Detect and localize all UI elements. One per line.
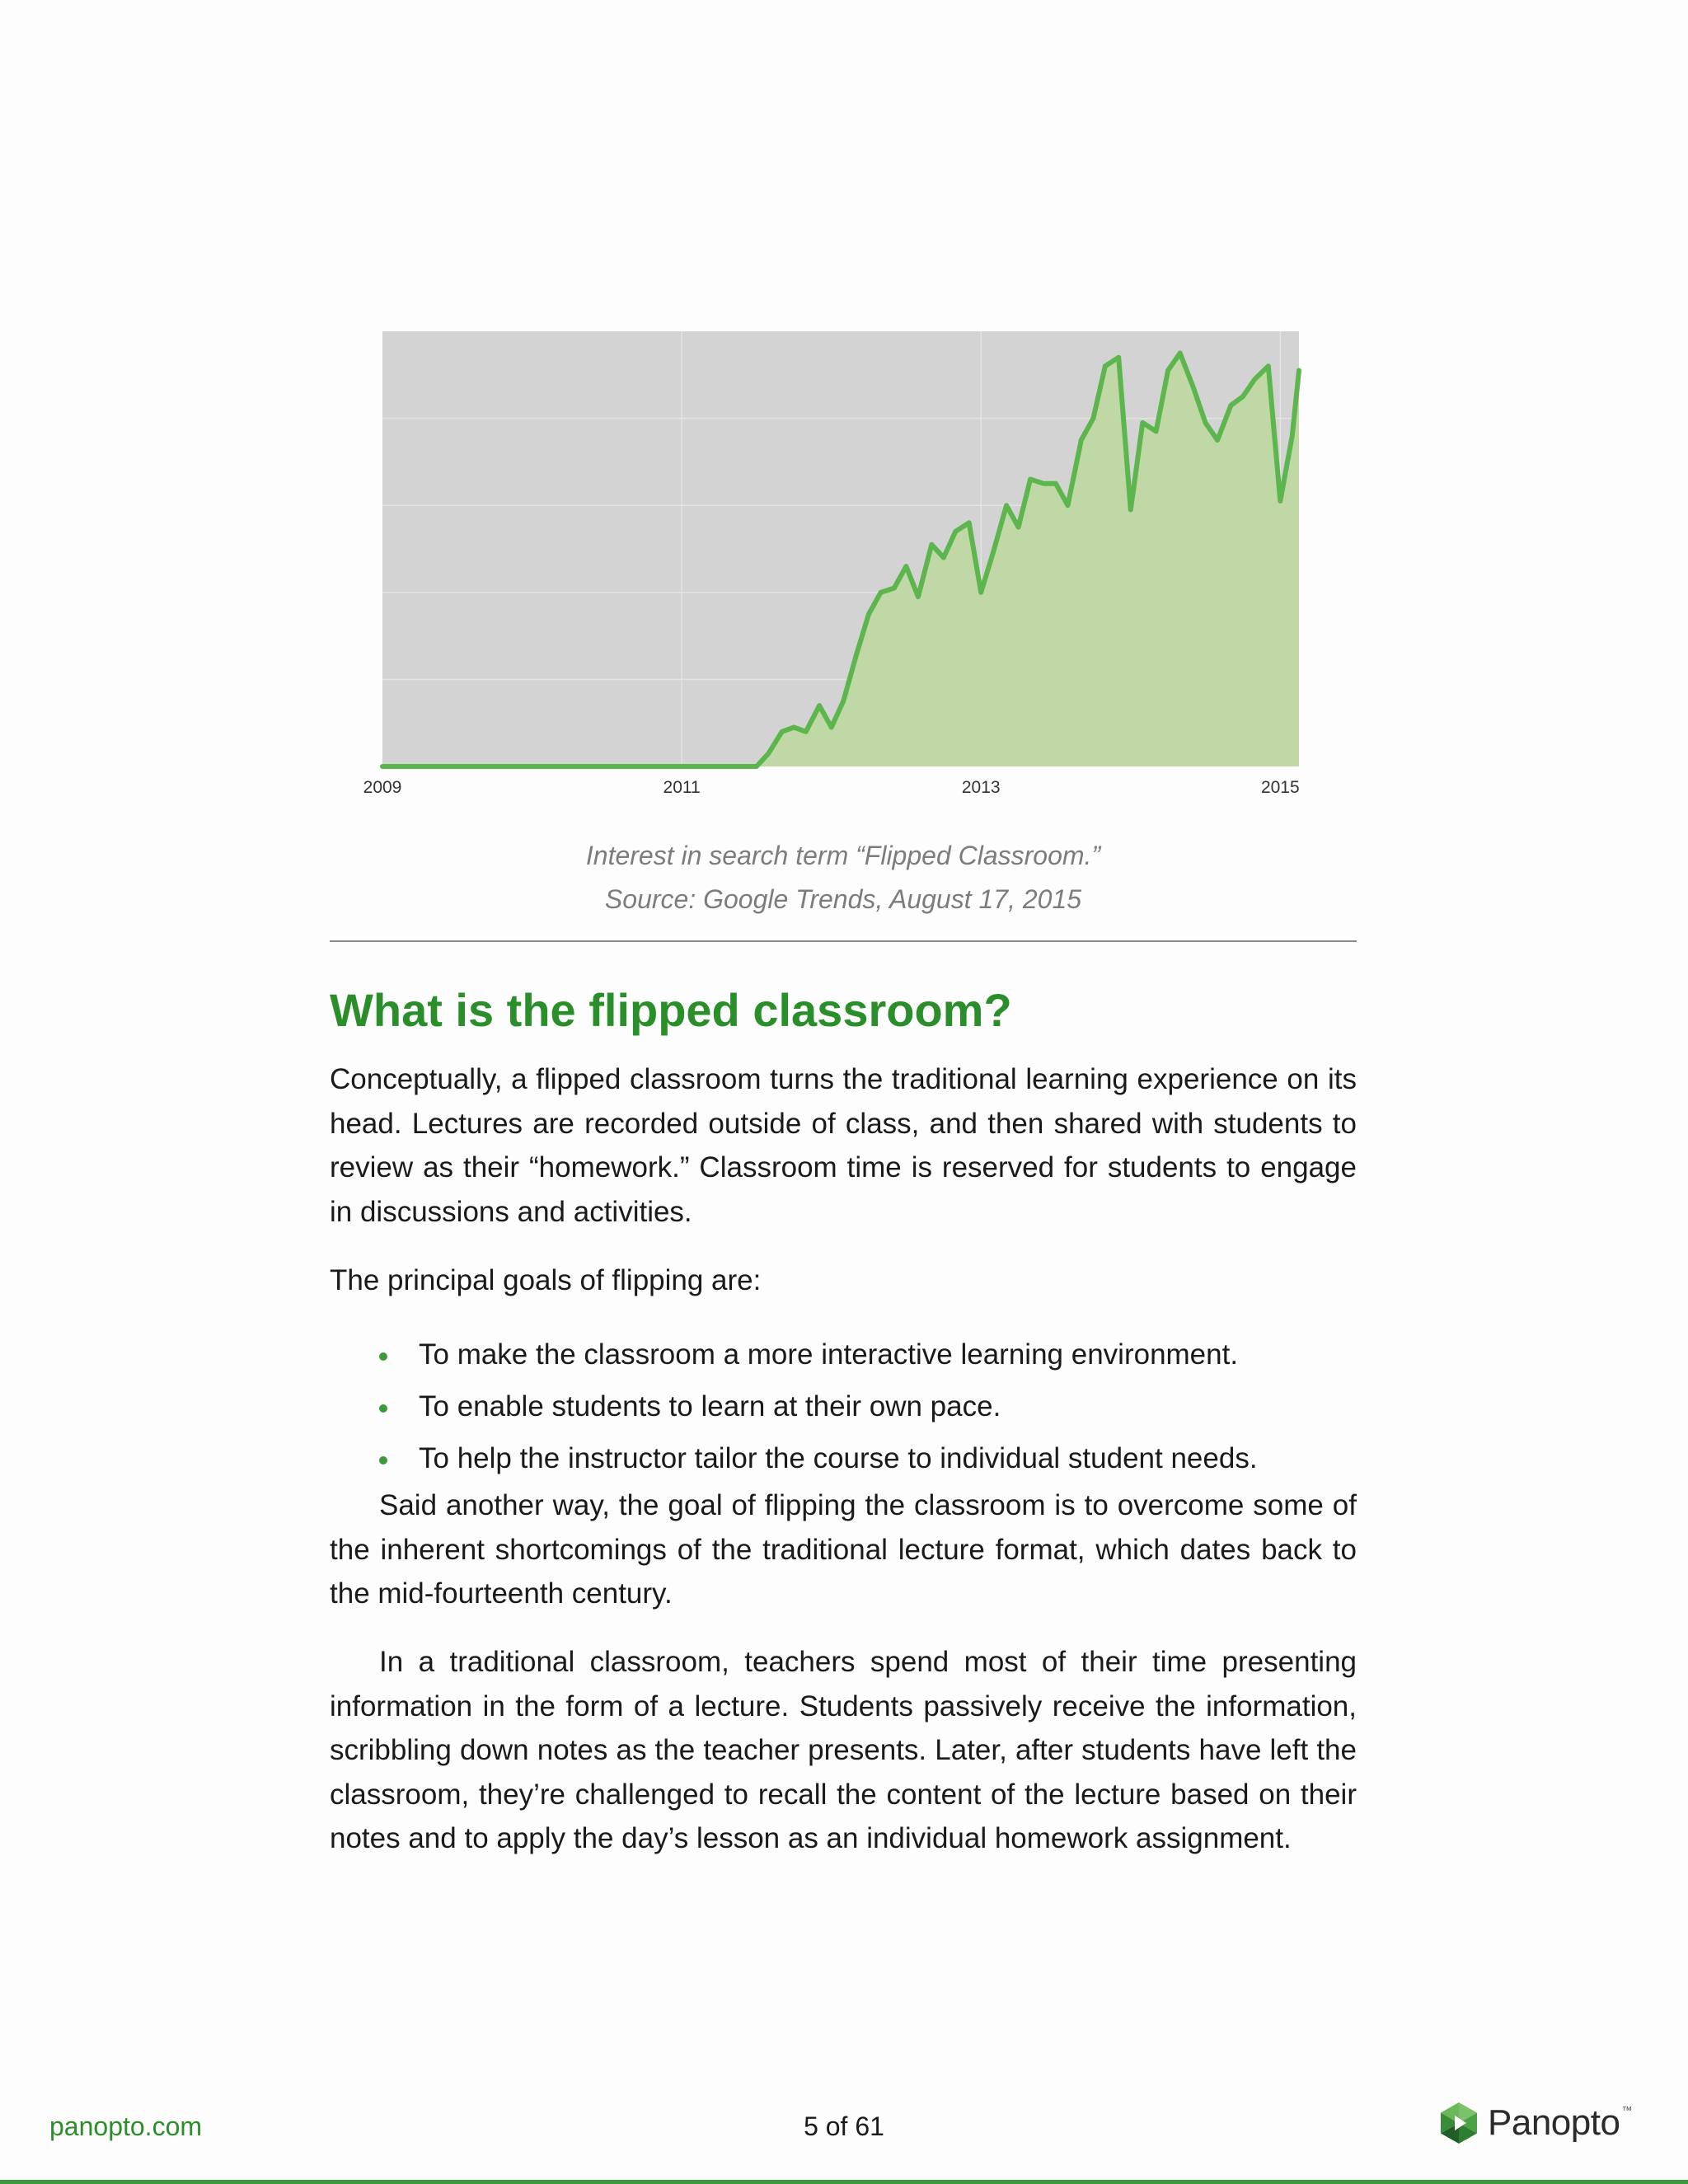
list-item (330, 1380, 1357, 1432)
x-tick-label: 2009 (363, 778, 402, 797)
paragraph-goals-lead (330, 1258, 1357, 1303)
paragraph-text: In a traditional classroom, teachers spend most of their time presenting information in the form of a lecture. Students passively receive the information, scribbling down notes as the teacher presents. Later, after students have left the classroom, they’re challenged to recall the content of the lecture based on their notes and to apply the day’s lesson as an individual homework assignment. (330, 1646, 1357, 1854)
section-divider (330, 940, 1357, 942)
trademark-symbol: ™ (1621, 2104, 1632, 2116)
footer-accent-bar (0, 2180, 1688, 2184)
list-item (330, 1432, 1357, 1484)
panopto-logo-text (1488, 2102, 1632, 2143)
trend-chart (346, 321, 1335, 808)
list-item-text: To make the classroom a more interactive learning environment. (419, 1338, 1239, 1371)
bullet-icon (379, 1352, 387, 1361)
paragraph-text: Said another way, the goal of flipping the classroom is to overcome some of the inherent shortcomings of the traditional lecture format, which dates back to the mid-fourteenth century. (330, 1489, 1357, 1610)
panopto-logo-icon (1438, 2102, 1479, 2144)
list-item-text: To enable students to learn at their own pace. (419, 1390, 1001, 1422)
x-tick-label: 2013 (961, 778, 1001, 797)
logo-wordmark: Panopto (1488, 2102, 1620, 2143)
bullet-icon (379, 1404, 387, 1413)
paragraph-text: Conceptually, a flipped classroom turns the traditional learning experience on its head. Lectures are recorded outside of class, and then shared with students to review as their “homework.” Classroom time is reserved for students to engage in discussions and activities. (330, 1063, 1357, 1228)
page-number: 5 of 61 (804, 2111, 884, 2141)
x-tick-label: 2015 (1260, 778, 1300, 797)
footer-website-link[interactable]: panopto.com (49, 2111, 203, 2141)
paragraph-intro (330, 1057, 1357, 1234)
goals-list (330, 1329, 1357, 1484)
section-heading: What is the flipped classroom? (330, 984, 1012, 1036)
x-axis-ticks (363, 778, 1300, 797)
paragraph-another-way (330, 1483, 1357, 1616)
chart-caption: Interest in search term “Flipped Classroom.” (585, 841, 1101, 870)
x-tick-label: 2011 (663, 778, 701, 797)
trend-chart-svg (346, 321, 1335, 808)
chart-source: Source: Google Trends, August 17, 2015 (604, 884, 1082, 914)
paragraph-traditional (330, 1640, 1357, 1861)
bullet-icon (379, 1456, 387, 1465)
list-item-text: To help the instructor tailor the course to individual student needs. (419, 1441, 1258, 1474)
paragraph-text: The principal goals of flipping are: (330, 1264, 762, 1296)
list-item (330, 1329, 1357, 1380)
panopto-logo (1438, 2098, 1632, 2148)
